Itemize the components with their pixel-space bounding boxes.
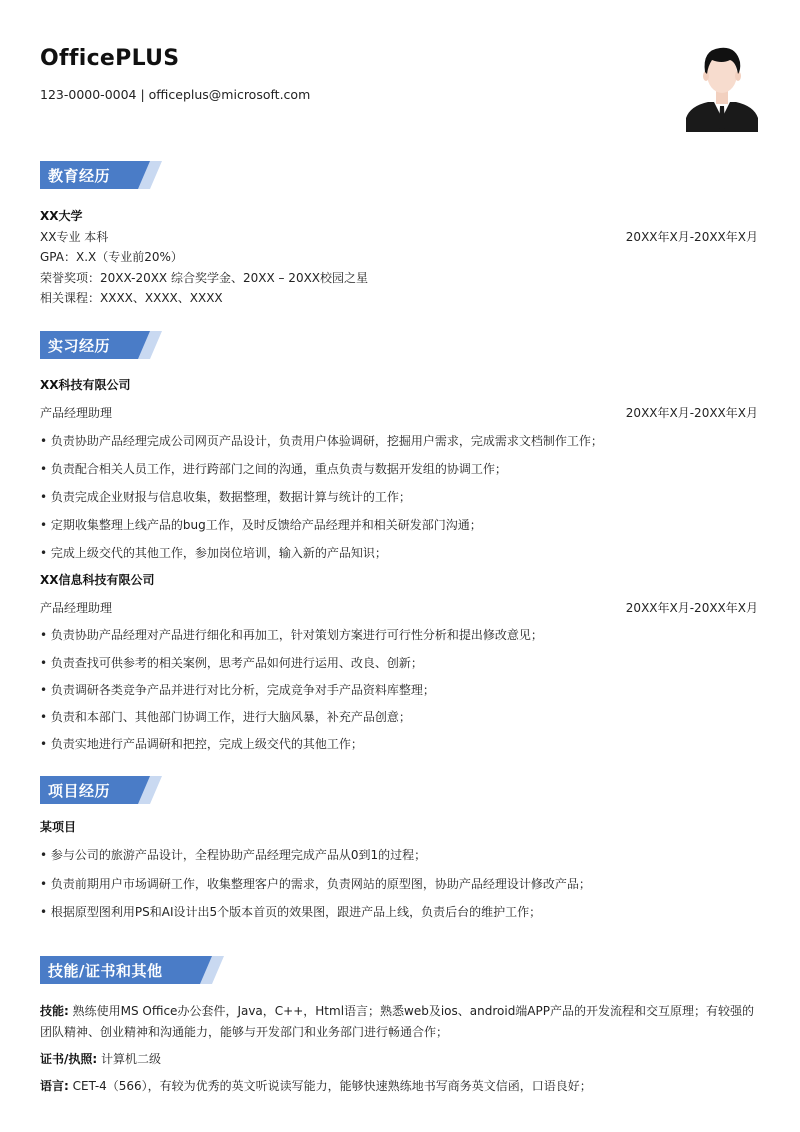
- list-item: • 负责和本部门、其他部门协调工作，进行大脑风暴，补充产品创意；: [40, 710, 411, 724]
- cert-text: 计算机二级: [97, 1052, 162, 1066]
- list-item: • 定期收集整理上线产品的bug工作，及时反馈给产品经理并和相关研发部门沟通；: [40, 518, 482, 532]
- lang-text: CET-4（566），有较为优秀的英文听说读写能力，能够快速熟练地书写商务英文信函，口语良好；: [68, 1079, 592, 1093]
- list-item: • 负责实地进行产品调研和把控，完成上级交代的其他工作；: [40, 737, 363, 751]
- list-item: • 负责完成企业财报与信息收集，数据整理，数据计算与统计的工作；: [40, 490, 411, 504]
- cert-label: 证书/执照:: [40, 1052, 98, 1066]
- list-item: • 负责调研各类竞争产品并进行对比分析，完成竞争对手产品资料库整理；: [40, 683, 435, 697]
- skills-paragraph: [40, 1001, 760, 1043]
- list-item: • 负责配合相关人员工作，进行跨部门之间的沟通，重点负责与数据开发组的协调工作；: [40, 462, 507, 476]
- resume-name: OfficePLUS: [40, 46, 180, 71]
- skills-text: 熟练使用MS Office办公套件，Java，C++，Html语言；熟悉web及ios、android端APP产品的开发流程和交互原理；有较强的团队精神、创业精神和沟通能力，能够与开发部门和业务部门进行畅通合作；: [40, 1004, 754, 1039]
- person-avatar-icon: [686, 40, 758, 132]
- section-internship-header: [40, 331, 230, 359]
- project-name: 某项目: [40, 820, 77, 834]
- list-item: • 根据原型图利用PS和AI设计出5个版本首页的效果图，跟进产品上线，负责后台的维护工作；: [40, 905, 542, 919]
- lang-paragraph: [40, 1076, 760, 1097]
- list-item: • 参与公司的旅游产品设计，全程协助产品经理完成产品从0到1的过程；: [40, 848, 427, 862]
- list-item: • 负责查找可供参考的相关案例，思考产品如何进行运用、改良、创新；: [40, 656, 423, 670]
- list-item: • 负责前期用户市场调研工作，收集整理客户的需求，负责网站的原型图，协助产品经理设计修改产品；: [40, 877, 591, 891]
- skills-label: 技能:: [40, 1004, 69, 1018]
- section-project-header: [40, 776, 230, 804]
- list-item: • 完成上级交代的其他工作，参加岗位培训，输入新的产品知识；: [40, 546, 387, 560]
- school-name: XX大学: [40, 209, 83, 223]
- section-education-header: [40, 161, 230, 189]
- job-date: 20XX年X月-20XX年X月: [625, 601, 758, 615]
- job-date: 20XX年X月-20XX年X月: [625, 406, 758, 420]
- job-role: 产品经理助理: [40, 601, 113, 615]
- education-date: 20XX年X月-20XX年X月: [625, 230, 758, 244]
- courses: 相关课程：XXXX、XXXX、XXXX: [40, 291, 223, 305]
- lang-label: 语言:: [40, 1079, 69, 1093]
- gpa: GPA：X.X（专业前20%）: [40, 250, 183, 264]
- list-item: • 负责协助产品经理对产品进行细化和再加工，针对策划方案进行可行性分析和提出修改意见；: [40, 628, 543, 642]
- list-item: • 负责协助产品经理完成公司网页产品设计，负责用户体验调研，挖掘用户需求，完成需求文档制作工作；: [40, 434, 603, 448]
- job-role: 产品经理助理: [40, 406, 113, 420]
- section-title: 技能/证书和其他: [48, 962, 163, 980]
- section-skills-header: [40, 956, 240, 984]
- major: XX专业 本科: [40, 230, 109, 244]
- section-title: 实习经历: [48, 337, 111, 355]
- company-name: XX信息科技有限公司: [40, 573, 155, 587]
- section-title: 项目经历: [48, 782, 111, 800]
- company-name: XX科技有限公司: [40, 378, 131, 392]
- contact-info: 123-0000-0004 | officeplus@microsoft.com: [40, 87, 311, 102]
- honors: 荣誉奖项：20XX-20XX 综合奖学金、20XX – 20XX校园之星: [40, 271, 369, 285]
- cert-paragraph: [40, 1049, 760, 1070]
- section-title: 教育经历: [48, 167, 111, 185]
